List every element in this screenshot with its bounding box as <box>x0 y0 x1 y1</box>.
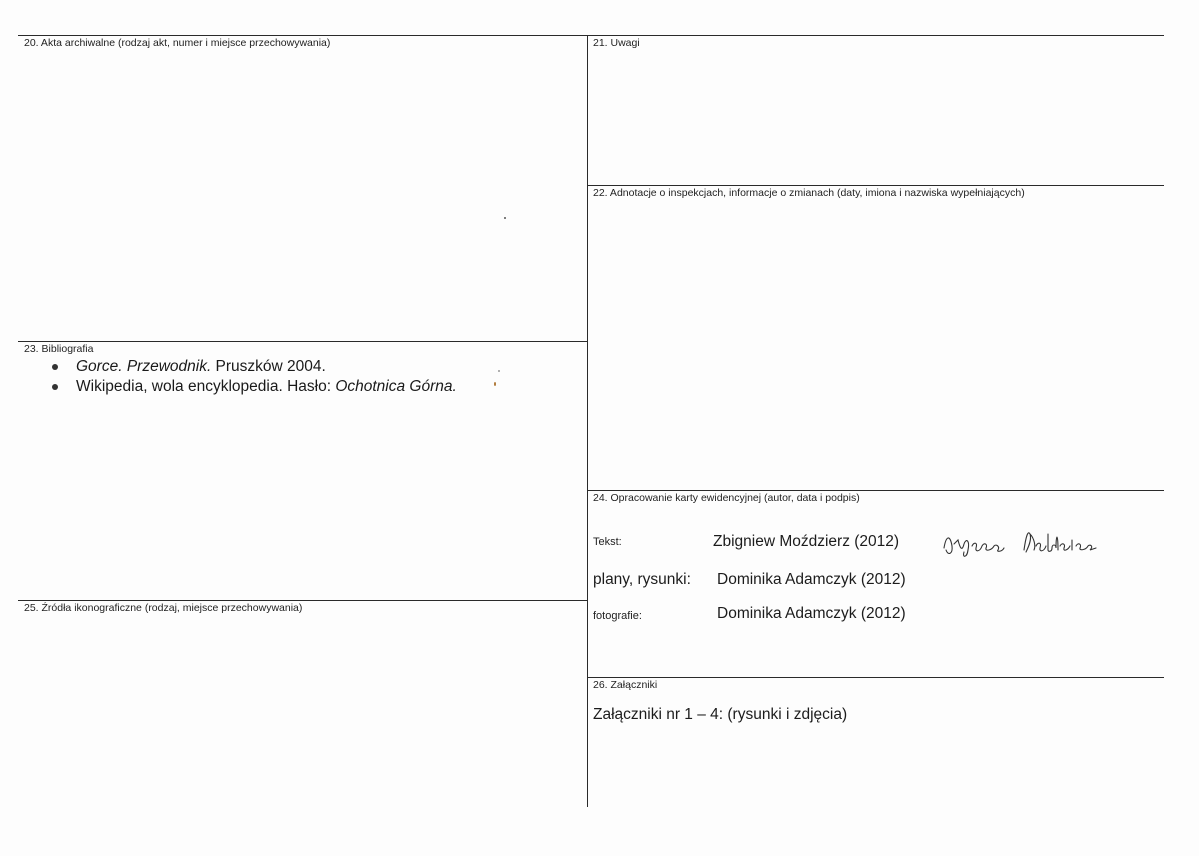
section-26-label: 26. Załączniki <box>593 679 658 691</box>
bibliography-item <box>52 377 457 397</box>
section-22-label: 22. Adnotacje o inspekcjach, informacje o zmianach (daty, imiona i nazwiska wypełniających) <box>593 187 1025 199</box>
author-text-value: Zbigniew Moździerz (2012) <box>713 533 900 550</box>
divider-22 <box>587 185 1164 186</box>
bibliography-title: Gorce. Przewodnik. <box>76 358 212 375</box>
photos-key: fotografie: <box>593 610 642 622</box>
photos-value: Dominika Adamczyk (2012) <box>717 605 906 622</box>
scan-speck <box>504 217 506 219</box>
divider-23 <box>18 341 587 342</box>
author-text-key: Tekst: <box>593 536 622 548</box>
section-24-label: 24. Opracowanie karty ewidencyjnej (autor, data i podpis) <box>593 492 860 504</box>
handwritten-signature <box>940 526 1100 562</box>
bullet-icon <box>52 384 58 390</box>
bibliography-prefix: Wikipedia, wola encyklopedia. Hasło: <box>76 378 336 395</box>
scan-speck <box>498 370 500 372</box>
divider-24 <box>587 490 1164 491</box>
bibliography-list <box>52 357 457 397</box>
divider-top-left <box>18 35 587 36</box>
attachments-content: Załączniki nr 1 – 4: (rysunki i zdjęcia) <box>593 706 848 723</box>
section-23-label: 23. Bibliografia <box>24 343 94 355</box>
divider-25 <box>18 600 587 601</box>
bibliography-item <box>52 357 457 377</box>
drawings-value: Dominika Adamczyk (2012) <box>717 571 906 588</box>
divider-26 <box>587 677 1164 678</box>
bibliography-rest: Pruszków 2004. <box>211 358 326 375</box>
bibliography-title: Ochotnica Górna. <box>335 378 457 395</box>
drawings-key: plany, rysunki: <box>593 571 691 588</box>
section-21-label: 21. Uwagi <box>593 37 640 49</box>
section-20-label: 20. Akta archiwalne (rodzaj akt, numer i miejsce przechowywania) <box>24 37 331 49</box>
section-25-label: 25. Źródła ikonograficzne (rodzaj, miejsce przechowywania) <box>24 602 303 614</box>
divider-top-right <box>587 35 1164 36</box>
divider-vertical <box>587 35 588 807</box>
scan-speck <box>494 382 496 386</box>
bullet-icon <box>52 364 58 370</box>
